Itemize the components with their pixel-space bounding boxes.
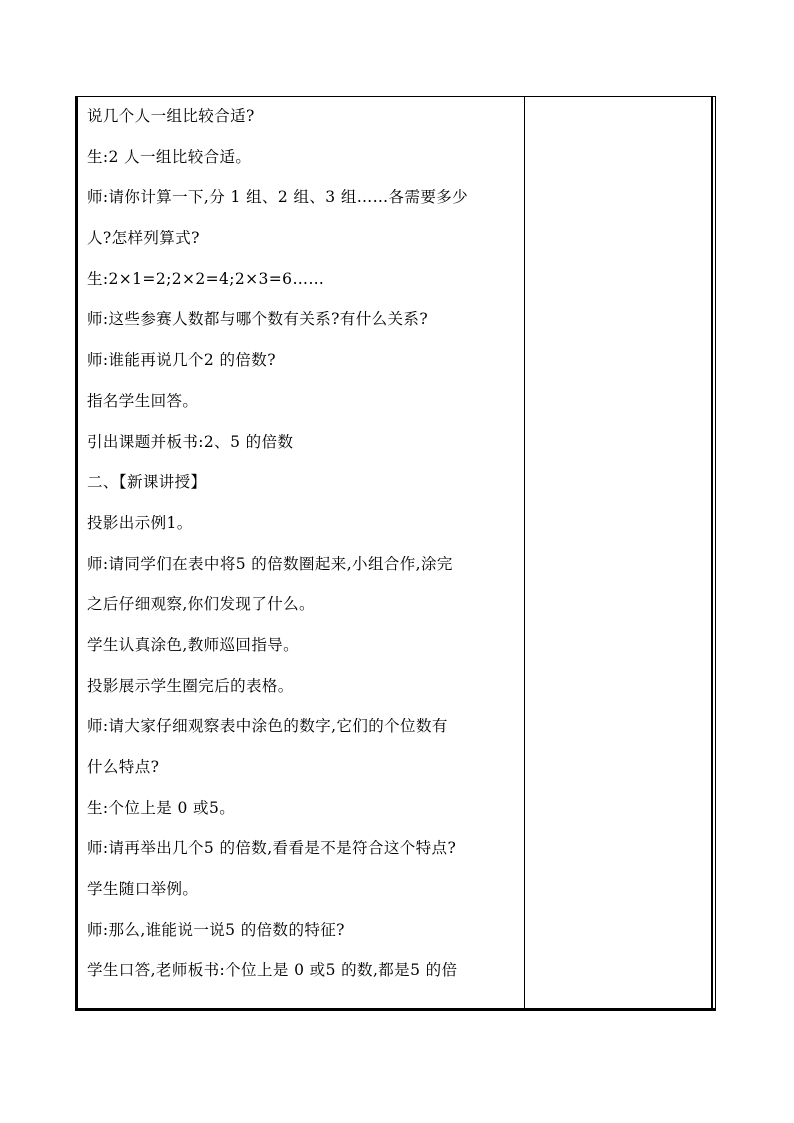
lesson-table [75, 96, 716, 1011]
column-divider [524, 96, 525, 1011]
text-line: 投影展示学生圈完后的表格。 [87, 676, 294, 695]
table-border-right-inner [711, 96, 713, 1011]
text-line: 师:那么,谁能说一说5 的倍数的特征? [87, 920, 345, 939]
text-line: 学生认真涂色,教师巡回指导。 [87, 635, 300, 654]
text-line: 之后仔细观察,你们发现了什么。 [87, 595, 315, 614]
text-line: 学生随口举例。 [87, 880, 199, 899]
table-border-right-outer [715, 96, 716, 1011]
lesson-content-cell [87, 96, 523, 1008]
text-line: 指名学生回答。 [87, 391, 199, 410]
text-line: 师:请你计算一下,分 1 组、2 组、3 组……各需要多少 [87, 188, 469, 207]
text-line: 师:请同学们在表中将5 的倍数圈起来,小组合作,涂完 [87, 554, 453, 573]
notes-cell [526, 97, 710, 1008]
table-border-bottom [75, 1008, 716, 1011]
section-heading: 二、【新课讲授】 [87, 473, 207, 492]
text-line: 师:请再举出几个5 的倍数,看看是不是符合这个特点? [87, 839, 457, 858]
text-line: 生:2 人一组比较合适。 [87, 147, 252, 166]
table-border-left [75, 96, 78, 1011]
text-line: 师:这些参赛人数都与哪个数有关系?有什么关系? [87, 310, 429, 329]
text-line: 人?怎样列算式? [87, 229, 200, 248]
text-line: 生:个位上是 0 或5。 [87, 798, 236, 817]
text-line: 说几个人一组比较合适? [87, 107, 255, 125]
text-line: 引出课题并板书:2、5 的倍数 [87, 432, 294, 451]
text-line: 什么特点? [87, 758, 160, 776]
text-line: 生:2×1=2;2×2=4;2×3=6…… [87, 269, 325, 288]
text-line: 学生口答,老师板书:个位上是 0 或5 的数,都是5 的倍 [87, 961, 458, 980]
text-line: 师:请大家仔细观察表中涂色的数字,它们的个位数有 [87, 717, 448, 736]
text-line: 投影出示例1。 [87, 513, 193, 532]
text-line: 师:谁能再说几个2 的倍数? [87, 351, 276, 370]
